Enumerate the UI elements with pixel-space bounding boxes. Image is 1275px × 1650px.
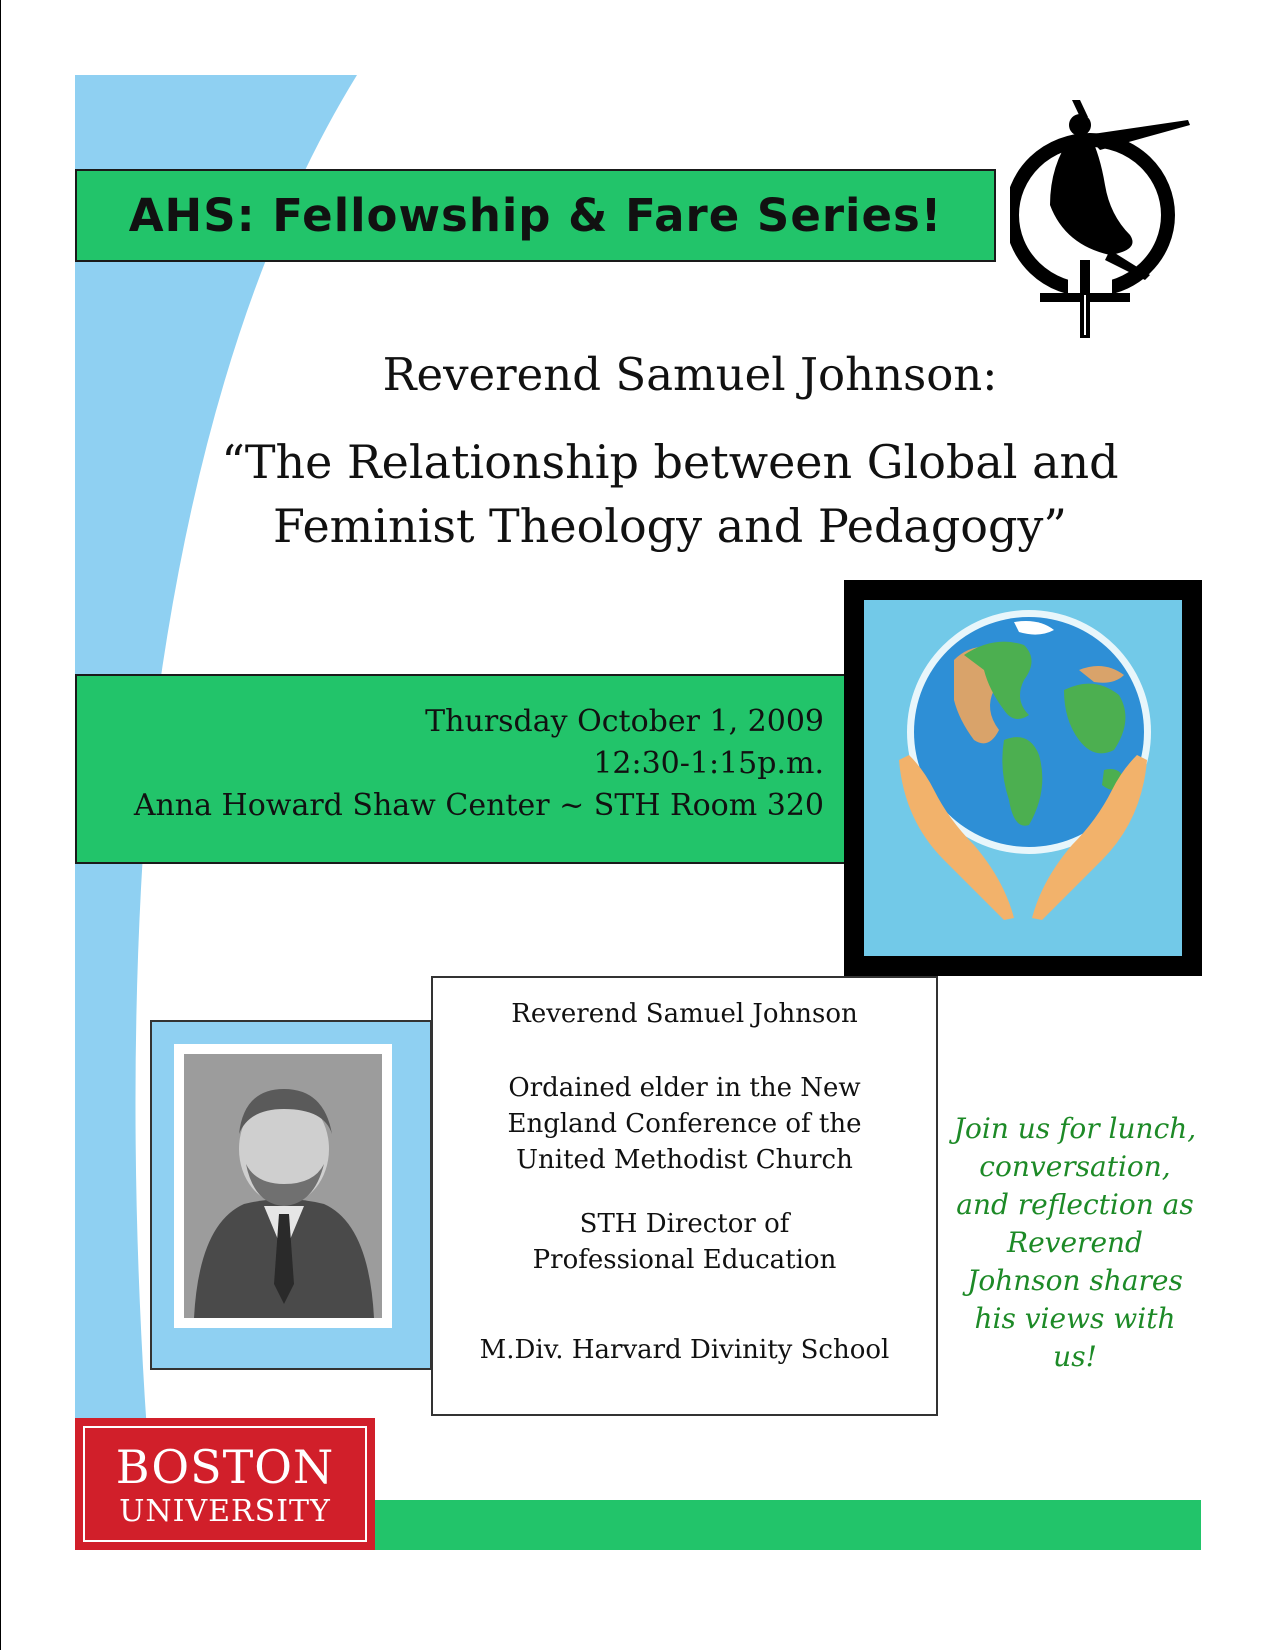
- dancer-cross-logo-icon: [1010, 95, 1200, 340]
- bio-position: STH Director of Professional Education: [532, 1209, 837, 1275]
- logo-line1: BOSTON: [115, 1440, 335, 1494]
- event-location: Anna Howard Shaw Center ~ STH Room 320: [133, 788, 824, 823]
- logo-line2: UNIVERSITY: [119, 1494, 331, 1529]
- boston-university-logo: [75, 1418, 375, 1550]
- globe-in-hands-icon: [864, 600, 1182, 956]
- event-time: 12:30-1:15p.m.: [593, 746, 824, 781]
- globe-image-frame: [844, 580, 1202, 976]
- speaker-portrait-photo: [174, 1044, 392, 1328]
- bottom-green-bar: [375, 1500, 1201, 1550]
- speaker-headline: Reverend Samuel Johnson:: [382, 348, 998, 401]
- talk-title: [200, 430, 1140, 558]
- talk-title-line1: “The Relationship between Global and: [221, 435, 1119, 489]
- speaker-photo-frame: [150, 1020, 432, 1370]
- series-title: AHS: Fellowship & Fare Series!: [128, 189, 943, 242]
- series-banner: [75, 169, 996, 262]
- bio-name: Reverend Samuel Johnson: [511, 999, 858, 1029]
- speaker-bio-box: [431, 976, 938, 1416]
- bio-degree: M.Div. Harvard Divinity School: [479, 1335, 890, 1365]
- event-details-box: [75, 674, 848, 864]
- talk-title-line2: Feminist Theology and Pedagogy”: [273, 499, 1067, 553]
- invitation-text: Join us for lunch, conversation, and reflection as Reverend Johnson shares his views with us!: [953, 1112, 1197, 1373]
- event-date: Thursday October 1, 2009: [425, 704, 824, 739]
- bio-ordination: Ordained elder in the New England Conference of the United Methodist Church: [507, 1073, 862, 1175]
